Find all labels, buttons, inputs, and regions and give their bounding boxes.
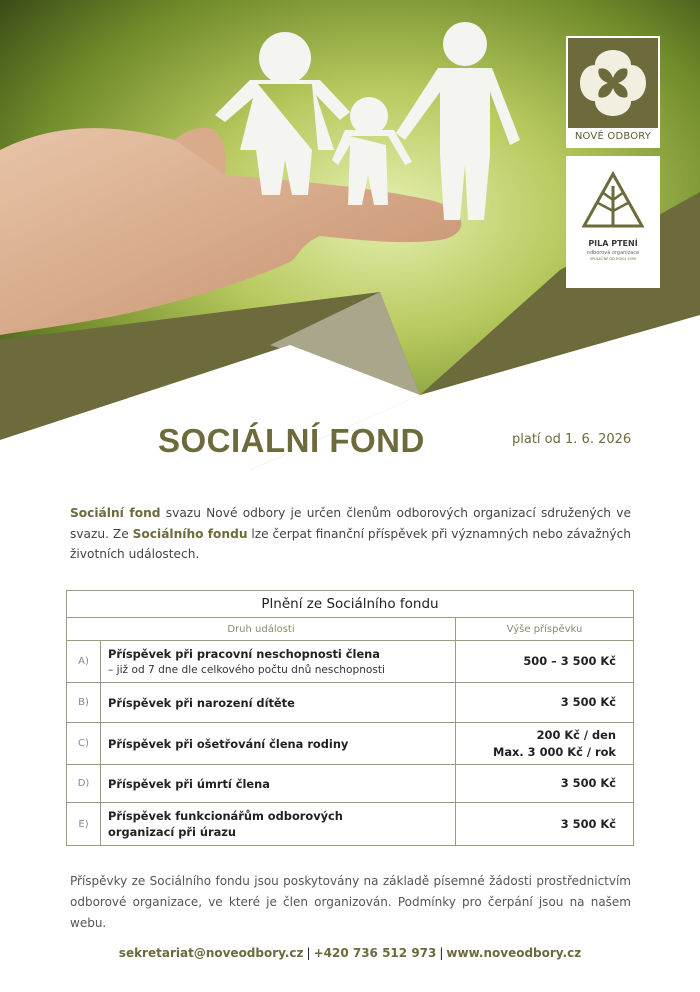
pila-pteni-subtitle: odborová organizace bbox=[586, 250, 640, 256]
row-label bbox=[101, 641, 456, 683]
row-amount-max: Max. 3 000 Kč / rok bbox=[493, 744, 616, 759]
row-label: Příspěvek při narození dítěte bbox=[101, 683, 456, 723]
row-amount bbox=[456, 803, 634, 846]
row-amount-text: 3 500 Kč bbox=[560, 695, 616, 709]
intro-term-fund: Sociální fond bbox=[70, 506, 161, 520]
row-letter: C) bbox=[67, 723, 101, 765]
benefits-table bbox=[66, 590, 634, 846]
row-amount bbox=[456, 765, 634, 803]
row-letter: A) bbox=[67, 641, 101, 683]
row-note: – již od 7 dne dle celkového počtu dnů neschopnosti bbox=[108, 663, 386, 676]
row-amount-text: 3 500 Kč bbox=[560, 776, 616, 790]
table-row bbox=[67, 765, 634, 803]
row-amount bbox=[456, 641, 634, 683]
tree-triangle-icon bbox=[566, 156, 660, 238]
hands-circle-icon bbox=[568, 38, 658, 128]
row-letter: D) bbox=[67, 765, 101, 803]
web-link[interactable]: www.noveodbory.cz bbox=[446, 946, 582, 960]
valid-from-date: platí od 1. 6. 2026 bbox=[512, 432, 632, 447]
row-label-text: Příspěvek při pracovní neschopnosti člena bbox=[108, 646, 380, 661]
nove-odbory-logo[interactable] bbox=[566, 36, 660, 148]
page-title: SOCIÁLNÍ FOND bbox=[158, 422, 425, 459]
intro-text-2: lze čerpat finanční příspěvek při významných nebo závažných životních událostech. bbox=[70, 526, 631, 561]
row-amount-text: 3 500 Kč bbox=[560, 816, 616, 831]
row-label: Příspěvek při ošetřování člena rodiny bbox=[101, 723, 456, 765]
row-amount bbox=[456, 723, 634, 765]
pila-pteni-logo[interactable] bbox=[566, 156, 660, 288]
pila-pteni-name: PILA PTENÍ bbox=[588, 239, 638, 248]
nove-odbory-caption: NOVÉ ODBORY bbox=[574, 131, 652, 142]
column-header-amount: Výše příspěvku bbox=[456, 618, 634, 641]
row-amount-text: 200 Kč / den bbox=[536, 727, 616, 742]
intro-paragraph bbox=[70, 503, 631, 565]
row-amount-text: 500 – 3 500 Kč bbox=[523, 654, 616, 668]
row-letter: E) bbox=[67, 803, 101, 846]
contact-line bbox=[0, 946, 700, 960]
table-row bbox=[67, 803, 634, 846]
table-row bbox=[67, 641, 634, 683]
table-row bbox=[67, 723, 634, 765]
table-title: Plnění ze Sociálního fondu bbox=[67, 591, 634, 618]
separator: | bbox=[439, 946, 444, 960]
row-amount bbox=[456, 683, 634, 723]
email-link[interactable]: sekretariat@noveodbory.cz bbox=[118, 946, 304, 960]
row-label: Příspěvek při úmrtí člena bbox=[101, 765, 456, 803]
column-header-event: Druh události bbox=[67, 618, 456, 641]
row-letter: B) bbox=[67, 683, 101, 723]
intro-term-fund-genitive: Sociálního fondu bbox=[132, 526, 248, 541]
separator: | bbox=[306, 946, 311, 960]
phone-link[interactable]: +420 736 512 973 bbox=[313, 946, 437, 960]
row-label: Příspěvek funkcionářům odborových organizací při úrazu bbox=[101, 803, 456, 846]
table-row bbox=[67, 683, 634, 723]
intro-text-1: svazu Nové odbory je určen členům odborových organizací sdružených ve svazu. Ze bbox=[70, 506, 631, 541]
pila-pteni-tagline: SPOLEČNĚ OD ROKU 1990 bbox=[589, 257, 637, 261]
conditions-paragraph: Příspěvky ze Sociálního fondu jsou poskytovány na základě písemné žádosti prostřednictvím odborové organizace, ve které je člen organizován. Podmínky pro čerpání jsou na našem webu. bbox=[70, 874, 631, 930]
